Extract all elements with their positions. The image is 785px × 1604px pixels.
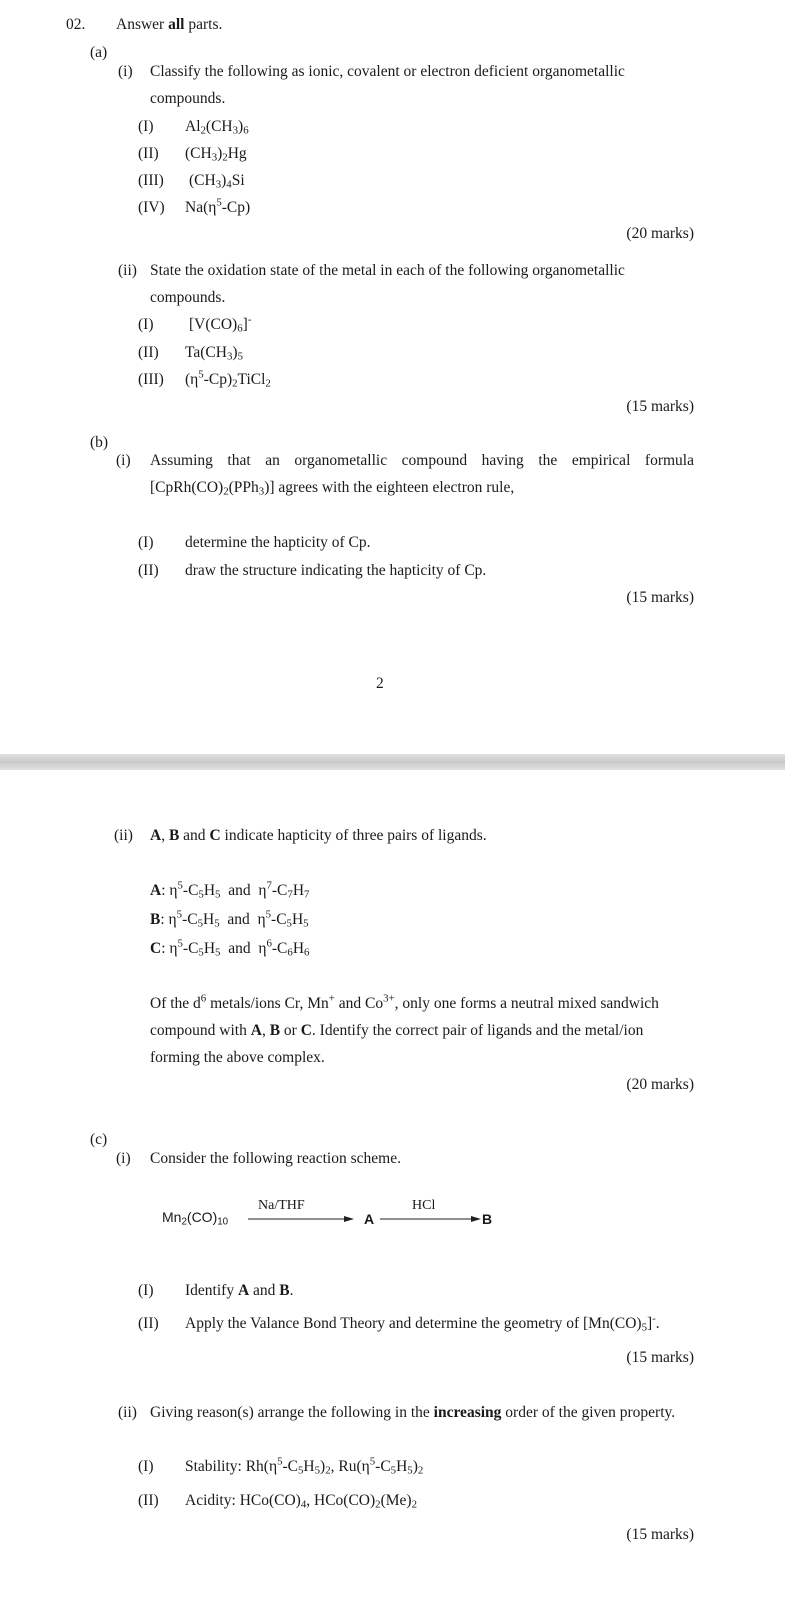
part-a-i-text-line2: compounds. (150, 90, 226, 107)
a-i-item-3-formula: $(CH_3)_4Si$ (189, 172, 245, 191)
product-b: B (482, 1211, 493, 1227)
a-i-item-2-number: (II) (138, 145, 159, 162)
part-b-i-text-line2: $[CpRh(CO)_2(PPh_3)]$ agrees with the eighteen electron rule, (150, 479, 515, 498)
part-c-i-number: (i) (116, 1150, 131, 1167)
product-a: A (364, 1211, 375, 1227)
a-i-item-4-formula: $Na(\eta^5-Cp)$ (185, 196, 251, 216)
reactant-formula: $Mn_2(CO)_{10}$ (162, 1209, 229, 1228)
a-ii-item-3-number: (III) (138, 371, 164, 388)
a-ii-item-1-formula: $[V(CO)_6]^-$ (189, 313, 252, 335)
c-i-item-2-text: Apply the Valance Bond Theory and determine the geometry of $[Mn(CO)_5]^-$. (185, 1312, 660, 1334)
b-ii-marks: (20 marks) (626, 1076, 694, 1093)
c-i-item-2-number: (II) (138, 1315, 159, 1332)
part-c-ii-text: Giving reason(s) arrange the following in the increasing order of the given property. (150, 1404, 676, 1421)
part-b-i-number: (i) (116, 452, 131, 469)
reaction-arrows (246, 1212, 551, 1226)
c-ii-item-2-number: (II) (138, 1492, 159, 1509)
b-i-item-1-number: (I) (138, 534, 154, 551)
c-i-marks: (15 marks) (626, 1349, 694, 1366)
a-ii-marks: (15 marks) (626, 398, 694, 415)
part-b-label: (b) (90, 434, 109, 451)
question-instruction: Answer all parts. (116, 16, 223, 33)
part-b-ii-para-line2: compound with A, B or C. Identify the correct pair of ligands and the metal/ion (150, 1022, 644, 1039)
c-ii-item-2-text: Acidity: $HCo(CO)_4$, $HCo(CO)_2(Me)_2$ (185, 1492, 417, 1511)
question-number: 02. (66, 16, 86, 33)
page-number: 2 (376, 675, 384, 692)
a-ii-item-2-formula: $Ta(CH_3)_5$ (185, 344, 243, 363)
part-a-i-number: (i) (118, 63, 133, 80)
a-ii-item-3-formula: $(\eta^5-Cp)_2TiCl_2$ (185, 368, 271, 390)
part-a-label: (a) (90, 44, 108, 61)
part-c-i-text: Consider the following reaction scheme. (150, 1150, 401, 1167)
b-i-item-1-text: determine the hapticity of Cp. (185, 534, 371, 551)
c-ii-marks: (15 marks) (626, 1526, 694, 1543)
part-b-ii-para-line3: forming the above complex. (150, 1049, 325, 1066)
reagent-na-thf: Na/THF (258, 1198, 305, 1213)
c-i-item-1-number: (I) (138, 1282, 154, 1299)
part-c-ii-number: (ii) (118, 1404, 137, 1421)
part-b-i-text-line1: Assuming that an organometallic compound having the empirical formula (150, 452, 694, 469)
a-ii-item-2-number: (II) (138, 344, 159, 361)
ligand-pair-b: B: $\eta^5-C_5H_5$ and $\eta^5-C_5H_5$ (150, 908, 309, 930)
part-b-ii-para-line1: Of the $d^6$ metals/ions Cr, Mn+ and $Co^{3+}$, only one forms a neutral mixed sandwich (150, 992, 659, 1012)
a-ii-item-1-number: (I) (138, 316, 154, 333)
part-a-i-text-line1: Classify the following as ionic, covalent or electron deficient organometallic (150, 63, 625, 80)
a-i-marks: (20 marks) (626, 225, 694, 242)
a-i-item-2-formula: $(CH_3)_2Hg$ (185, 145, 247, 164)
ligand-pair-a: A: $\eta^5-C_5H_5$ and $\eta^7-C_7H_7$ (150, 879, 310, 901)
a-i-item-1-formula: $Al_2(CH_3)_6$ (185, 118, 249, 137)
reaction-arrow-2-head (471, 1216, 481, 1222)
part-b-ii-number: (ii) (114, 827, 133, 844)
page-divider (0, 754, 785, 770)
part-a-ii-number: (ii) (118, 262, 137, 279)
a-i-item-4-number: (IV) (138, 199, 165, 216)
reaction-arrow-1-head (344, 1216, 354, 1222)
b-i-marks: (15 marks) (626, 589, 694, 606)
a-i-item-3-number: (III) (138, 172, 164, 189)
c-i-item-1-text: Identify A and B. (185, 1282, 294, 1299)
c-ii-item-1-number: (I) (138, 1458, 154, 1475)
b-i-item-2-text: draw the structure indicating the hapticity of Cp. (185, 562, 487, 579)
a-i-item-1-number: (I) (138, 118, 154, 135)
part-a-ii-text-line2: compounds. (150, 289, 226, 306)
b-i-item-2-number: (II) (138, 562, 159, 579)
reagent-hcl: HCl (412, 1198, 436, 1213)
part-a-ii-text-line1: State the oxidation state of the metal in each of the following organometallic (150, 262, 625, 279)
c-ii-item-1-text: Stability: $Rh(\eta^5-C_5H_5)_2$, $Ru(\eta^5-C_5H_5)_2$ (185, 1455, 424, 1477)
part-b-ii-intro: A, B and C indicate hapticity of three pairs of ligands. (150, 827, 487, 844)
part-c-label: (c) (90, 1131, 108, 1148)
ligand-pair-c: C: $\eta^5-C_5H_5$ and $\eta^6-C_6H_6$ (150, 937, 310, 959)
